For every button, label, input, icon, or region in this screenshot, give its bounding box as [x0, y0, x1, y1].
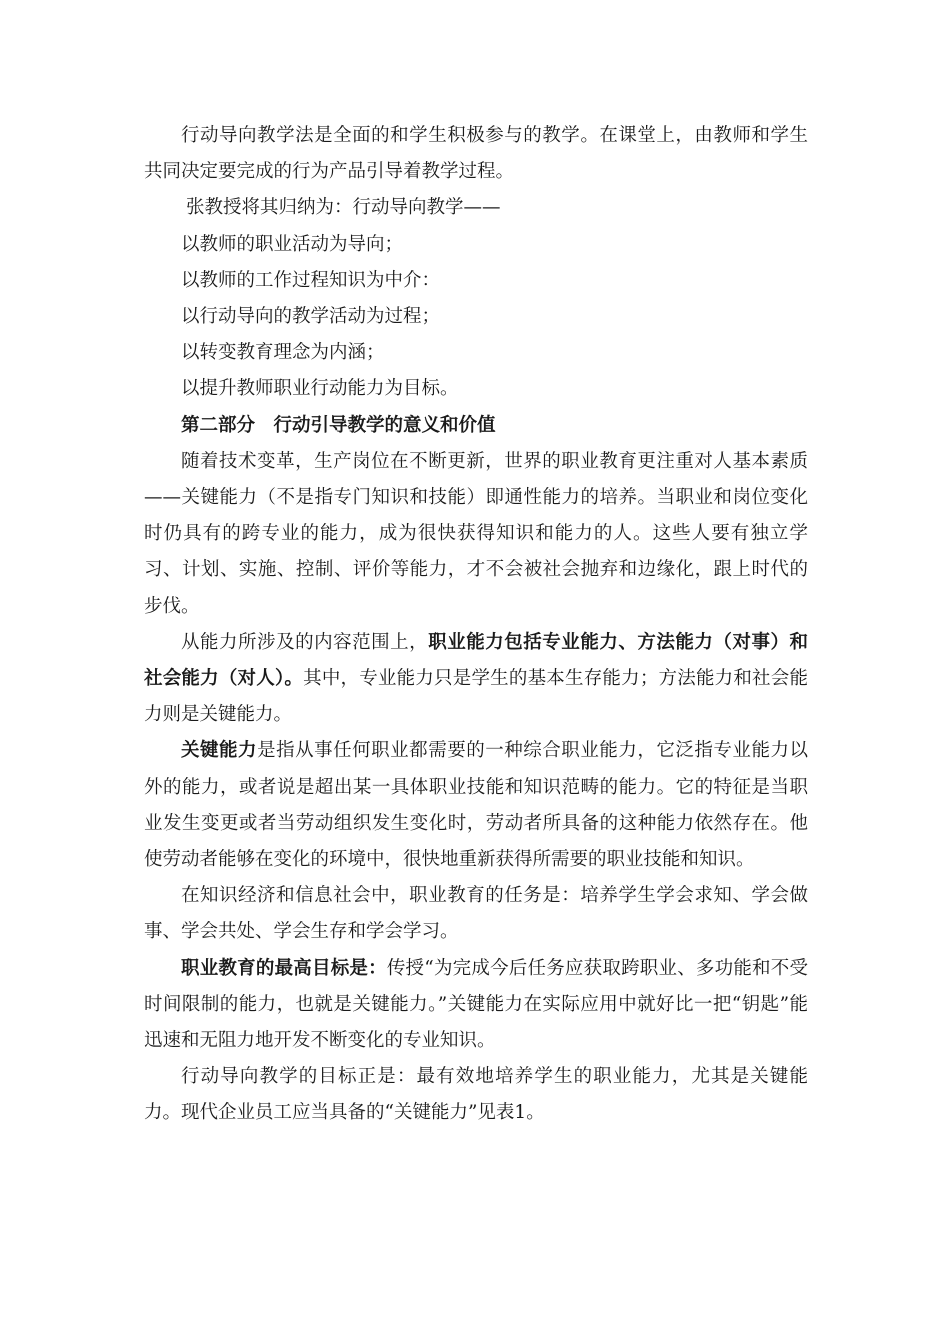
- section-heading: 第二部分 行动引导教学的意义和价值: [181, 414, 496, 436]
- list-item: 以教师的工作过程知识为中介：: [181, 269, 441, 291]
- paragraph-highest-goal: [144, 951, 808, 1060]
- list-item: 以提升教师职业行动能力为目标。: [181, 378, 459, 400]
- list-item: 以转变教育理念为内涵；: [181, 342, 385, 364]
- paragraph-summary-lead: 张教授将其归纳为：行动导向教学——: [186, 197, 501, 219]
- paragraph-key-ability: [144, 733, 808, 878]
- list-item: 以行动导向的教学活动为过程；: [181, 306, 441, 328]
- paragraph-intro: 行动导向教学法是全面的和学生积极参与的教学。在课堂上，由教师和学生共同决定要完成的行为产品引导着教学过程。: [144, 125, 808, 183]
- paragraph-vocational-task: 在知识经济和信息社会中，职业教育的任务是：培养学生学会求知、学会做事、学会共处、学会生存和学会学习。: [144, 885, 808, 943]
- key-ability-term: 关键能力: [181, 740, 258, 762]
- paragraph-ability-scope: [144, 625, 808, 734]
- document-body: [144, 118, 808, 1132]
- key-ability-definition: 是指从事任何职业都需要的一种综合职业能力，它泛指专业能力以外的能力，或者说是超出某一具体职业技能和知识范畴的能力。它的特征是当职业发生变更或者当劳动组织发生变化时，劳动者所具备的这种能力依然存在。他使劳动者能够在变化的环境中，很快地重新获得所需要的职业技能和知识。: [144, 740, 808, 871]
- highest-goal-text: 传授“为完成今后任务应获取跨职业、多功能和不受时间限制的能力，也就是关键能力。”关键能力在实际应用中就好比一把“钥匙”能迅速和无阻力地开发不断变化的专业知识。: [144, 957, 808, 1052]
- ability-scope-pre: 从能力所涉及的内容范围上，: [181, 631, 429, 653]
- list-item: 以教师的职业活动为导向；: [181, 233, 404, 255]
- paragraph-teaching-goal: 行动导向教学的目标正是：最有效地培养学生的职业能力，尤其是关键能力。现代企业员工应当具备的“关键能力”见表1。: [144, 1066, 808, 1124]
- paragraph-tech-change: 随着技术变革，生产岗位在不断更新，世界的职业教育更注重对人基本素质——关键能力（不是指专门知识和技能）即通性能力的培养。当职业和岗位变化时仍具有的跨专业的能力，成为很快获得知识和能力的人。这些人要有独立学习、计划、实施、控制、评价等能力，才不会被社会抛弃和边缘化，跟上时代的步伐。: [144, 450, 808, 617]
- highest-goal-label: 职业教育的最高目标是：: [181, 957, 387, 979]
- ability-scope-bold: 职业能力包括专业能力、方法能力（对事）和社会能力（对人）。: [144, 631, 808, 690]
- ability-scope-post: 其中，专业能力只是学生的基本生存能力；方法能力和社会能力则是关键能力。: [144, 668, 808, 726]
